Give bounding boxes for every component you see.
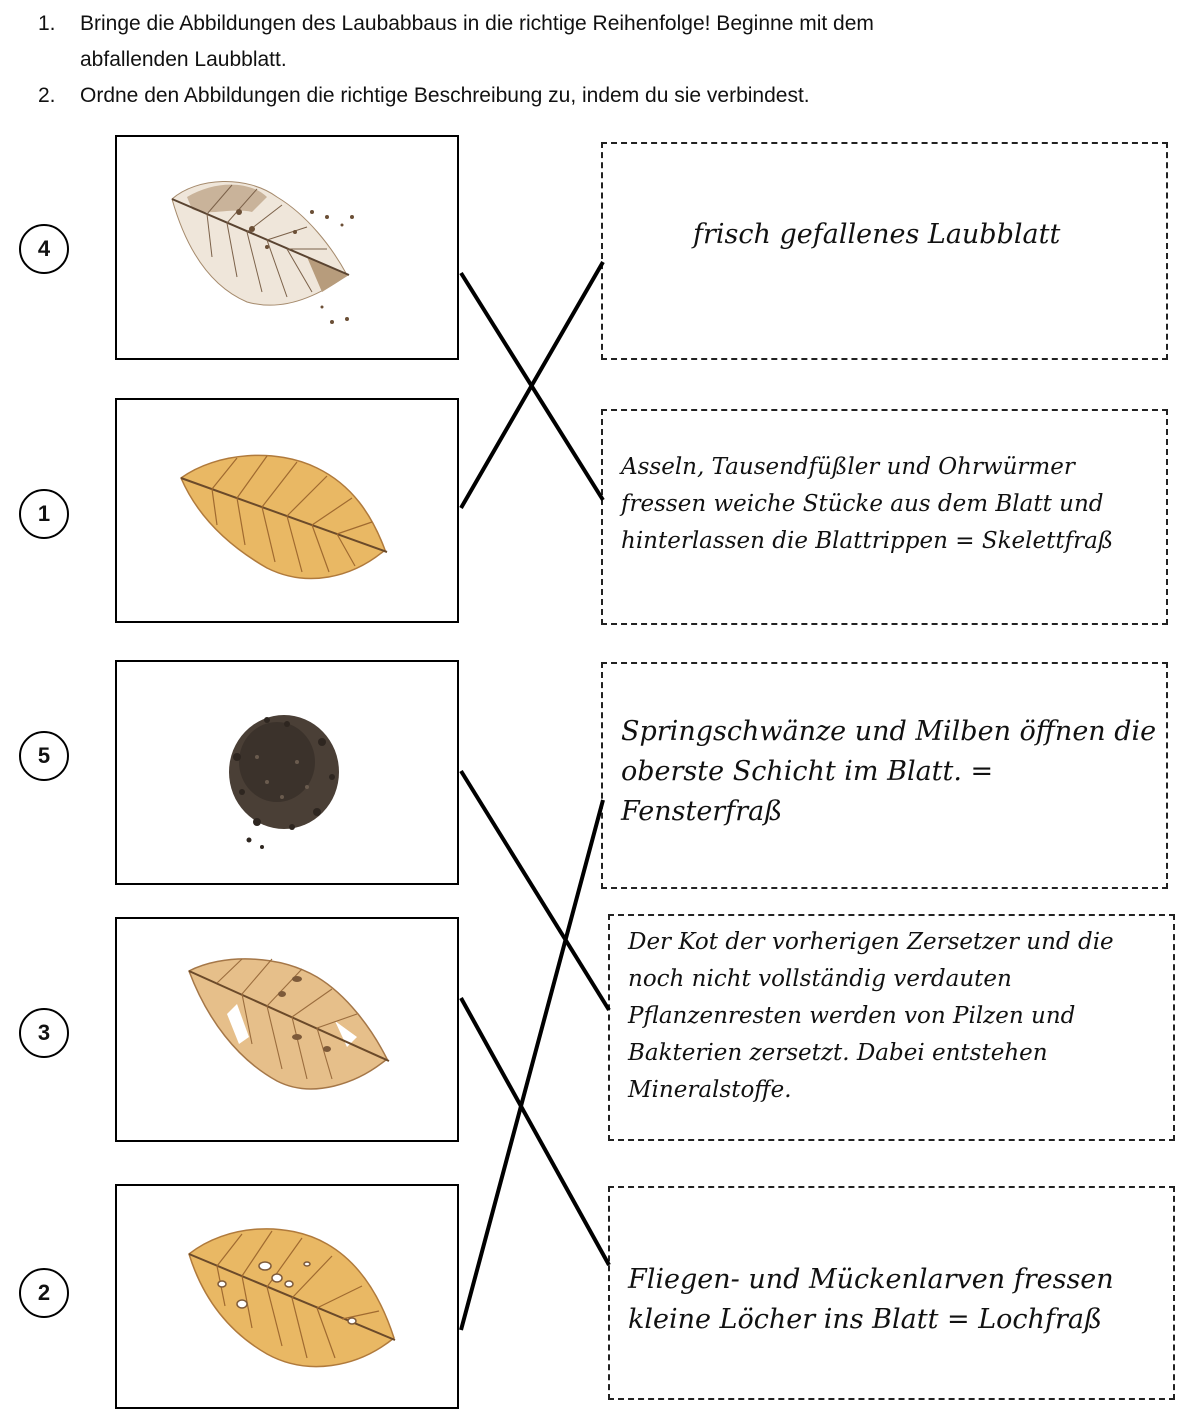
description-box-3[interactable] [601, 662, 1168, 889]
connection-line[interactable] [461, 998, 609, 1265]
description-box-5[interactable] [608, 1186, 1175, 1400]
connection-line[interactable] [461, 273, 603, 500]
number-circle: 1 [19, 489, 69, 539]
number-circle: 3 [19, 1008, 69, 1058]
description-text: Asseln, Tausendfüßler und Ohrwürmer fressen weiche Stücke aus dem Blatt und hinterlassen die Blattrippen = Skelettfraß [621, 454, 1114, 554]
picture-box-humus[interactable] [115, 660, 459, 885]
picture-box-window-eaten-leaf[interactable] [115, 917, 459, 1142]
instruction-number: 1. [38, 12, 56, 35]
number-circle: 2 [19, 1268, 69, 1318]
number-circle: 4 [19, 224, 69, 274]
picture-box-fresh-leaf[interactable] [115, 398, 459, 623]
picture-box-hole-eaten-leaf[interactable] [115, 1184, 459, 1409]
number-circle: 5 [19, 731, 69, 781]
instruction-number: 2. [38, 84, 56, 107]
description-text: Der Kot der vorherigen Zersetzer und die noch nicht vollständig verdauten Pflanzenresten werden von Pilzen und Bakterien zersetzt. Dabei entstehen Mineralstoffe. [628, 929, 1114, 1103]
description-box-2[interactable] [601, 409, 1168, 625]
skeleton-leaf-illustration [117, 137, 457, 358]
fresh-leaf-illustration [117, 400, 457, 621]
description-box-4[interactable] [608, 914, 1175, 1141]
connection-line[interactable] [461, 771, 609, 1010]
humus-illustration [117, 662, 457, 883]
description-box-1[interactable] [601, 142, 1168, 360]
instruction-1 [38, 6, 1018, 78]
instruction-text: Ordne den Abbildungen die richtige Beschreibung zu, indem du sie verbindest. [80, 84, 810, 107]
description-text: Springschwänze und Milben öffnen die oberste Schicht im Blatt. = Fensterfraß [621, 716, 1157, 827]
description-text: Fliegen- und Mückenlarven fressen kleine Löcher ins Blatt = Lochfraß [628, 1264, 1114, 1335]
hole-eaten-leaf-illustration [117, 1186, 457, 1407]
window-eaten-leaf-illustration [117, 919, 457, 1140]
picture-box-skeleton-leaf[interactable] [115, 135, 459, 360]
instruction-text: Bringe die Abbildungen des Laubabbaus in die richtige Reihenfolge! Beginne mit dem abfallenden Laubblatt. [80, 12, 874, 71]
description-text: frisch gefallenes Laubblatt [693, 219, 1061, 250]
instruction-2 [38, 78, 1018, 114]
connection-line[interactable] [461, 262, 603, 508]
connection-line[interactable] [461, 800, 603, 1330]
